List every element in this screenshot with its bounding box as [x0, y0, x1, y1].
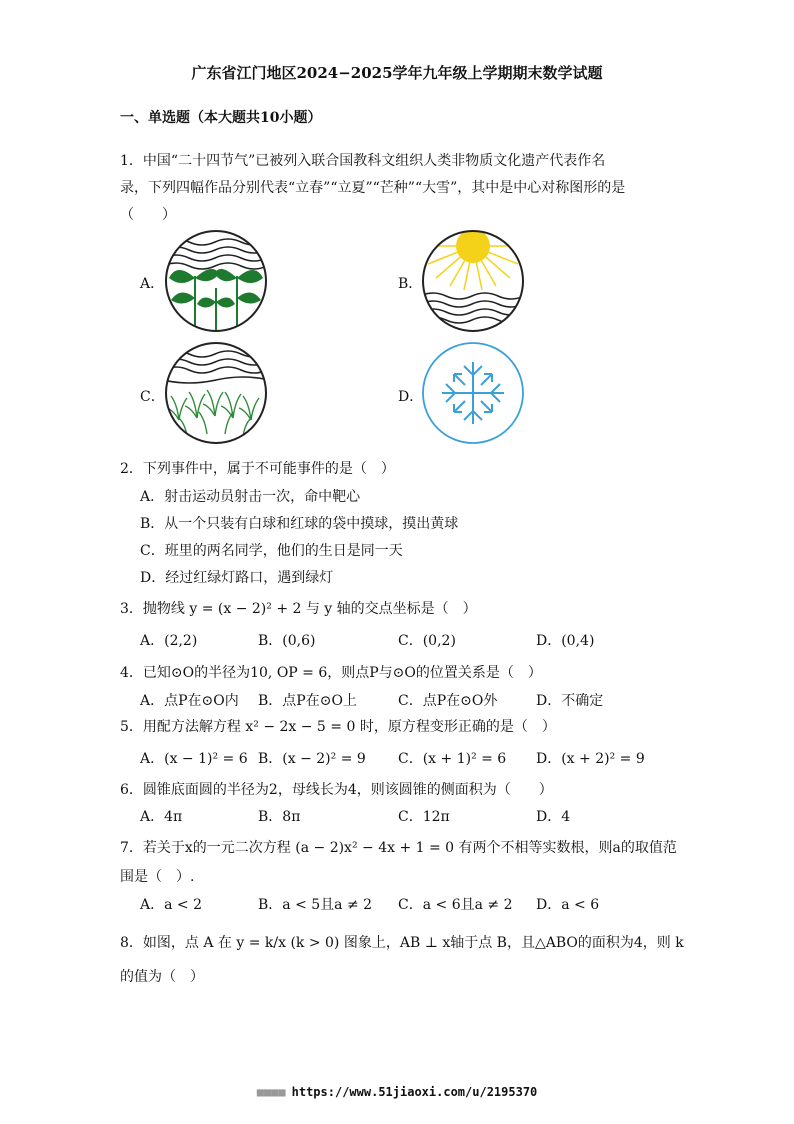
q5-stem: 5．用配方法解方程 x² − 2x − 5 = 0 时，原方程变形正确的是（ ） — [120, 719, 556, 735]
q2-option-a: A．射击运动员射击一次，命中靶心 — [140, 489, 361, 505]
q7-line2: 围是（ ）. — [120, 869, 195, 885]
q3-option-c: C．(0,2) — [398, 633, 456, 649]
q3-option-a: A．(2,2) — [140, 633, 198, 649]
q4-option-a: A．点P在⊙O内 — [140, 693, 239, 709]
q6-stem: 6．圆锥底面圆的半径为2，母线长为4，则该圆锥的侧面积为（ ） — [120, 782, 553, 798]
footer-url-link[interactable]: https://www.51jiaoxi.com/u/2195370 — [291, 1085, 538, 1099]
q1-line3: （ ） — [120, 207, 176, 223]
q1-figure-d-snowflake — [420, 340, 526, 446]
q6-option-a: A．4π — [140, 809, 183, 825]
q4-stem: 4．已知⊙O的半径为10, OP = 6，则点P与⊙O的位置关系是（ ） — [120, 665, 542, 681]
footer-prefix: ■■■■ — [256, 1085, 286, 1099]
q8-line1: 8．如图，点 A 在 y = k/x (k > 0) 图象上，AB ⊥ x轴于点 B，且△ABO的面积为4，则 k — [120, 935, 684, 951]
q8-line2: 的值为（ ） — [120, 969, 204, 985]
q5-option-a: A．(x − 1)² = 6 — [140, 751, 248, 767]
q3-option-d: D．(0,4) — [536, 633, 595, 649]
q1-line1: 1．中国“二十四节气”已被列入联合国教科文组织人类非物质文化遗产代表作名 — [120, 153, 606, 169]
page-title: 广东省江门地区2024−2025学年九年级上学期期末数学试题 — [191, 64, 603, 82]
q1-label-d: D． — [398, 389, 424, 405]
q7-option-d: D．a < 6 — [536, 897, 600, 913]
q3-stem: 3．抛物线 y = (x − 2)² + 2 与 y 轴的交点坐标是（ ） — [120, 601, 477, 617]
q1-label-b: B． — [398, 276, 423, 292]
q5-option-c: C．(x + 1)² = 6 — [398, 751, 507, 767]
q4-option-c: C．点P在⊙O外 — [398, 693, 498, 709]
q1-label-c: C． — [140, 389, 165, 405]
q1-figure-c-grass — [163, 340, 269, 446]
q4-option-d: D．不确定 — [536, 693, 604, 709]
q4-option-b: B．点P在⊙O上 — [258, 693, 357, 709]
q5-option-b: B．(x − 2)² = 9 — [258, 751, 366, 767]
q3-option-b: B．(0,6) — [258, 633, 316, 649]
q1-label-a: A． — [140, 276, 165, 292]
q6-option-c: C．12π — [398, 809, 450, 825]
q7-option-a: A．a < 2 — [140, 897, 202, 913]
q1-line2: 录，下列四幅作品分别代表“立春”“立夏”“芒种”“大雪”，其中是中心对称图形的是 — [120, 180, 626, 196]
section-heading: 一、单选题（本大题共10小题） — [120, 110, 322, 126]
q1-figure-b-sun — [420, 228, 526, 334]
q7-option-c: C．a < 6且a ≠ 2 — [398, 897, 513, 913]
q2-option-d: D．经过红绿灯路口，遇到绿灯 — [140, 570, 334, 586]
q7-option-b: B．a < 5且a ≠ 2 — [258, 897, 373, 913]
q6-option-d: D．4 — [536, 809, 571, 825]
footer — [0, 1085, 794, 1099]
q1-figure-a-sprouts — [163, 228, 269, 334]
q2-stem: 2．下列事件中，属于不可能事件的是（ ） — [120, 461, 395, 477]
q2-option-b: B．从一个只装有白球和红球的袋中摸球，摸出黄球 — [140, 516, 459, 532]
q7-line1: 7．若关于x的一元二次方程 (a − 2)x² − 4x + 1 = 0 有两个不相等实数根，则a的取值范 — [120, 840, 677, 856]
q2-option-c: C．班里的两名同学，他们的生日是同一天 — [140, 543, 403, 559]
q6-option-b: B．8π — [258, 809, 301, 825]
q5-option-d: D．(x + 2)² = 9 — [536, 751, 645, 767]
